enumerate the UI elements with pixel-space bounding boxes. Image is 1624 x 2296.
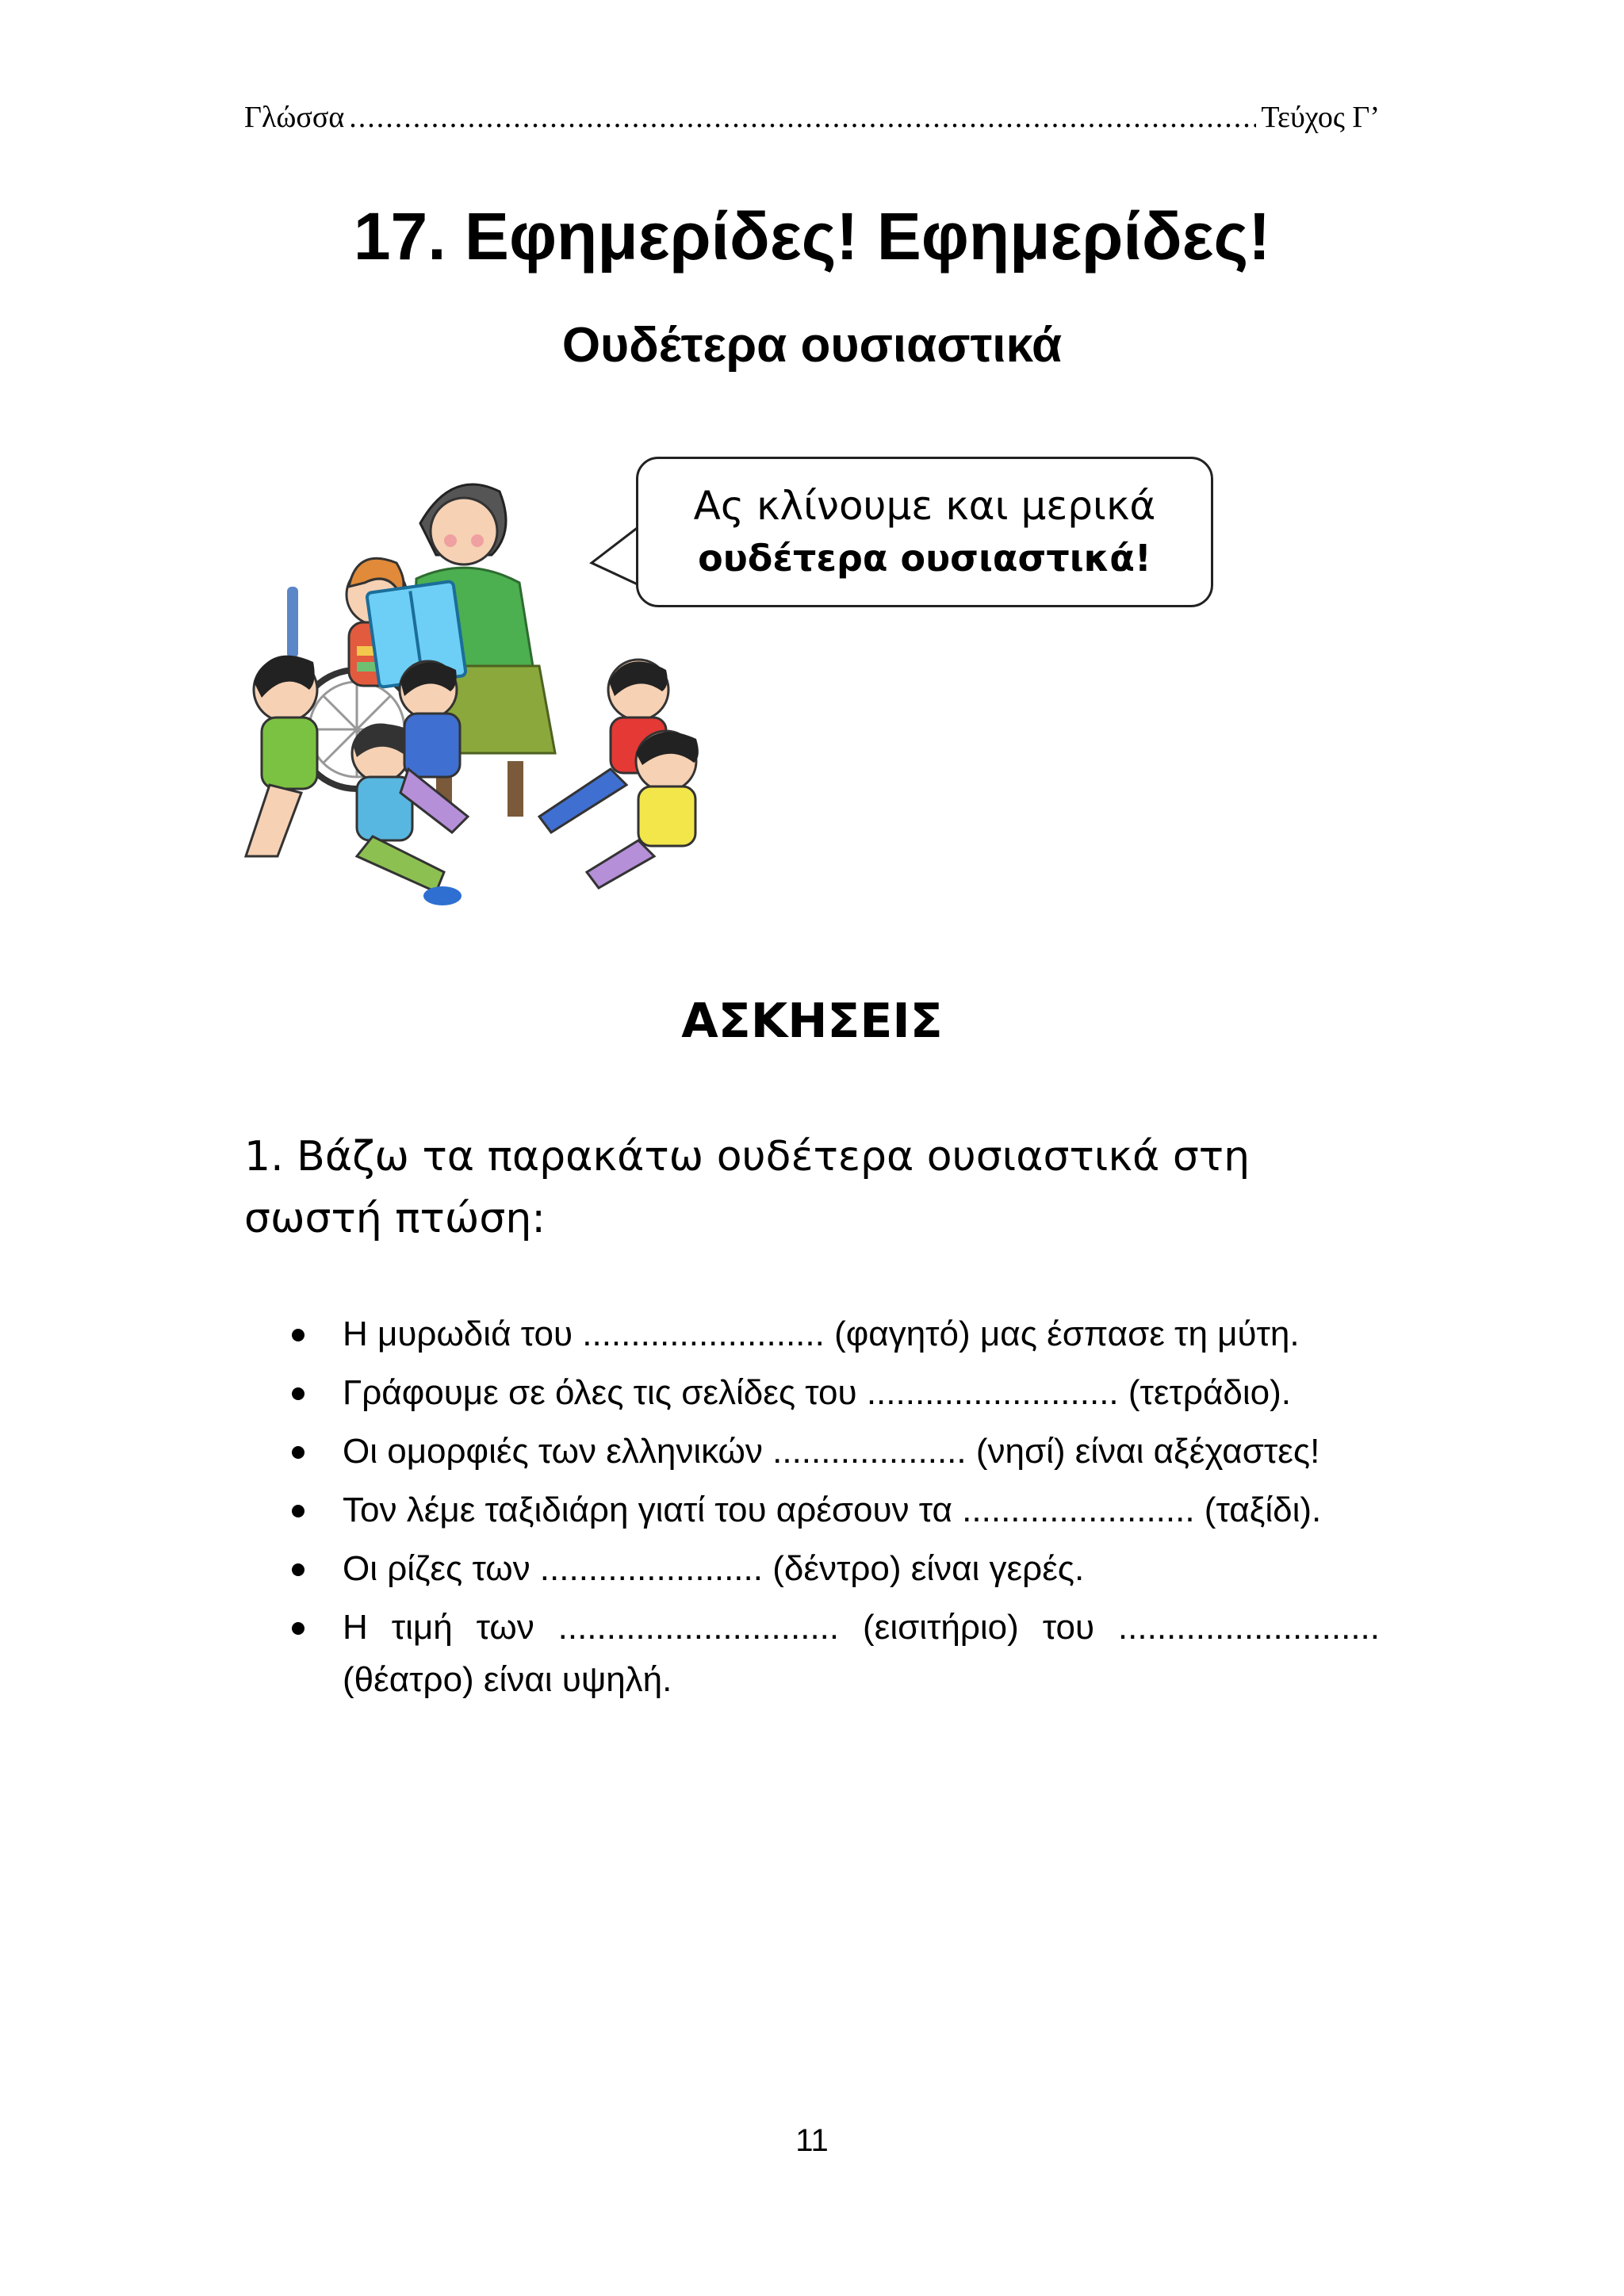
exercises-heading: ΑΣΚΗΣΕΙΣ [681,993,943,1049]
list-item-text: Η τιμή των ............................. (εισιτήριο) του ........................... (θέατρο) είναι υψηλή. [343,1608,1380,1699]
list-item [292,1601,1380,1706]
list-item-text: Τον λέμε ταξιδιάρη γιατί του αρέσουν τα ........................ (ταξίδι). [343,1490,1322,1529]
page-header [244,94,1380,141]
page-title: 17. Εφημερίδες! Εφημερίδες! [353,199,1271,274]
list-item-text: Η μυρωδιά του ......................... (φαγητό) μας έσπασε τη μύτη. [343,1314,1300,1353]
page-subtitle: Ουδέτερα ουσιαστικά [561,318,1063,373]
bullet-icon [292,1387,304,1400]
speech-bubble-line2: ουδέτερα ουσιαστικά! [698,537,1151,580]
header-dot-leader [349,100,1256,135]
list-item [292,1425,1380,1478]
list-item-text: Γράφουμε σε όλες τις σελίδες του .......................... (τετράδιο). [343,1373,1291,1412]
list-item-text: Οι ρίζες των ....................... (δέντρο) είναι γερές. [343,1549,1085,1588]
child-left [246,656,317,856]
bullet-icon [292,1329,304,1341]
list-item [292,1367,1380,1419]
speech-bubble-line1: Ας κλίνουμε και μερικά [693,483,1156,529]
header-issue: Τεύχος Γ’ [1261,101,1380,134]
child-right-bottom [587,731,699,888]
exercise-items-list [292,1308,1380,1712]
list-item [292,1308,1380,1360]
bullet-icon [292,1446,304,1459]
list-item [292,1543,1380,1595]
list-item [292,1484,1380,1536]
bullet-icon [292,1505,304,1517]
bullet-icon [292,1563,304,1576]
speech-bubble [636,457,1213,607]
list-item-text: Οι ομορφιές των ελληνικών .................... (νησί) είναι αξέχαστες! [343,1432,1320,1471]
exercise-instruction: 1. Βάζω τα παρακάτω ουδέτερα ουσιαστικά στη σωστή πτώση: [244,1133,1251,1242]
bullet-icon [292,1622,304,1635]
header-subject: Γλώσσα [244,101,345,134]
page-number: 11 [795,2123,829,2158]
